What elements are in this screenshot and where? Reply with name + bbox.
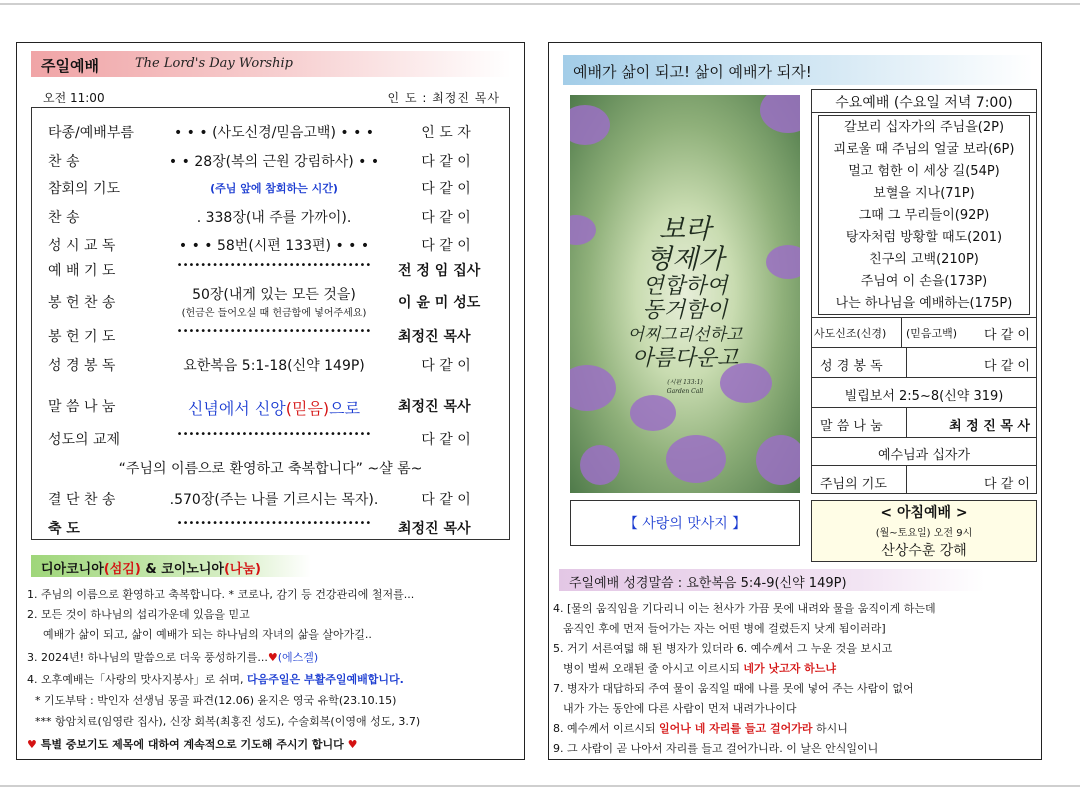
- hymn-item: 멀고 험한 이 세상 길(54P): [848, 164, 1000, 179]
- calligraphy-line: 동거함이: [642, 298, 728, 323]
- scripture-title: 주일예배 성경말씀 : 요한복음 5:4-9(신약 149P): [569, 576, 847, 591]
- order-item-leader: 인 도 자: [421, 125, 471, 141]
- hymn-item: 나는 하나님을 예배하는(175P): [835, 296, 1013, 311]
- verse-line: 4. [물의 움직임을 기다리니 이는 천사가 가끔 못에 내려와 물을 움직이게 하는데: [553, 602, 936, 615]
- hymn-list-frame: [818, 115, 1030, 315]
- order-item-name: 성 시 교 독: [48, 238, 116, 254]
- special-intercession: [27, 736, 358, 752]
- calligraphy-reference: (시편 133:1): [667, 379, 703, 386]
- bible-row: [812, 377, 1036, 407]
- hymn-item: 보혈을 지나(71P): [873, 186, 975, 201]
- order-item-name: 찬 송: [48, 210, 80, 226]
- morning-title: < 아침예배 >: [880, 505, 968, 521]
- sermon-title-part: 으로: [329, 399, 361, 418]
- order-item-content: 요한복음 5:1-18(신약 149P): [183, 358, 365, 374]
- verse-highlight: 일어나 네 자리를 들고 걸어가라: [659, 722, 813, 735]
- order-item-leader: 다 같 이: [421, 210, 471, 226]
- heart-icon: ♥: [267, 651, 278, 664]
- flower-bloom: [570, 215, 596, 245]
- announcement-1: 1. 주님의 이름으로 환영하고 축복합니다. * 코로나, 감기 등 건강관리에 철저를...: [27, 588, 415, 601]
- order-item-content: (주님 앞에 참회하는 시간): [210, 182, 338, 195]
- flower-bloom: [580, 445, 620, 485]
- verse-line: 9. 그 사람이 곧 나아서 자리를 들고 걸어가니라. 이 날은 안식일이니: [553, 742, 879, 755]
- hymn-item: 그때 그 무리들이(92P): [858, 208, 990, 223]
- order-item-name: 예 배 기 도: [48, 263, 116, 279]
- order-row: [32, 122, 509, 144]
- verse-line: [553, 720, 848, 736]
- order-item-content: • • 28장(복의 근원 강림하사) • •: [168, 154, 380, 170]
- order-item-name: 봉 헌 찬 송: [48, 295, 116, 311]
- hymn-item: 갈보리 십자가의 주님을(2P): [843, 120, 1005, 135]
- prayer-row: [812, 465, 1036, 494]
- order-item-name: 봉 헌 기 도: [48, 329, 116, 345]
- order-row: [32, 151, 509, 173]
- order-item-content: • • • (사도신경/믿음고백) • • •: [173, 125, 375, 141]
- order-item-leader: 최정진 목사: [398, 399, 471, 415]
- announcement-4-highlight: 다음주일은 부활주일예배합니다.: [247, 673, 404, 686]
- reading-leader: 다 같 이: [984, 359, 1030, 374]
- order-row: [32, 396, 509, 418]
- heart-icon: ♥: [27, 738, 41, 751]
- order-item-name: 성 경 봉 독: [48, 358, 116, 374]
- order-item-leader: 다 같 이: [421, 358, 471, 374]
- order-row: [32, 326, 509, 348]
- order-item-content: •••••••••••••••••••••••••••••••••: [176, 429, 372, 440]
- order-item-name: 찬 송: [48, 154, 80, 170]
- order-row: [32, 235, 509, 257]
- order-item-leader: 다 같 이: [421, 492, 471, 508]
- love-massage-box: [570, 500, 800, 546]
- verse-text: 병이 벌써 오래된 줄 아시고 이르시되: [563, 662, 744, 675]
- order-item-leader: 이 윤 미 성도: [398, 295, 481, 311]
- verse-text: 하시니: [812, 722, 848, 735]
- morning-worship: [811, 500, 1037, 562]
- koinonia-label: 코이노니아: [161, 562, 224, 577]
- sunday-worship-title: 주일예배: [41, 57, 99, 75]
- flower-bloom: [766, 245, 800, 279]
- announcement-4: [27, 671, 404, 687]
- wednesday-title: 수요예배 (수요일 저녁 7:00): [835, 95, 1013, 111]
- announcement-2: 2. 모든 것이 하나님의 섭리가운데 있음을 믿고: [27, 608, 250, 621]
- order-item-content: . 338장(내 주를 가까이).: [196, 210, 352, 226]
- order-item-leader: 전 정 임 집사: [398, 263, 481, 279]
- order-item-leader: 다 같 이: [421, 432, 471, 448]
- motto-title: 예배가 삶이 되고! 삶이 예배가 되자!: [573, 63, 812, 81]
- verse-photo: [570, 95, 800, 493]
- order-item-name: 축 도: [48, 521, 80, 537]
- hymn-item: 괴로울 때 주님의 얼굴 보라(6P): [833, 142, 1015, 157]
- love-massage-label: 【 사랑의 맛사지 】: [623, 516, 747, 532]
- prayer-label: 주님의 기도: [820, 477, 887, 492]
- order-item-leader: 최정진 목사: [398, 329, 471, 345]
- koinonia-sub: (나눔): [223, 562, 261, 577]
- wednesday-hymn-list: [812, 112, 1036, 318]
- order-item-leader: 최정진 목사: [398, 521, 471, 537]
- verse-line: [563, 660, 836, 676]
- order-item-leader: 다 같 이: [421, 181, 471, 197]
- order-item-content: •••••••••••••••••••••••••••••••••: [176, 326, 372, 337]
- order-item-name: 성도의 교제: [48, 432, 121, 448]
- sermon-title-part: (믿음): [285, 399, 330, 418]
- diakonia-label: 디아코니아: [41, 562, 104, 577]
- offering-note: (헌금은 들어오실 때 헌금함에 넣어주세요): [181, 308, 367, 319]
- verse-highlight: 네가 낫고자 하느냐: [743, 662, 837, 675]
- diakonia-sub: (섬김): [103, 562, 141, 577]
- sermon-title-part: 신념에서 신앙: [187, 399, 286, 418]
- hymn-item: 친구의 고백(210P): [869, 252, 979, 267]
- heart-icon: ♥: [343, 738, 358, 751]
- word-leader: 최 정 진 목 사: [949, 419, 1030, 434]
- order-row: [32, 207, 509, 229]
- flower-bloom: [630, 395, 676, 431]
- order-row: [32, 284, 509, 311]
- creed-row: [812, 317, 1036, 347]
- reading-label: 성 경 봉 독: [820, 359, 883, 374]
- calligraphy-line: 연합하여: [642, 274, 728, 299]
- cell-divider: [906, 466, 907, 494]
- order-item-leader: 다 같 이: [421, 238, 471, 254]
- order-item-name: 타종/예배부름: [48, 125, 134, 141]
- order-item-content: • • • 58번(시편 133편) • • •: [178, 238, 370, 254]
- service-leader: 인 도 : 최정진 목사: [387, 91, 500, 105]
- calligraphy-line: 어찌그리선하고: [627, 325, 743, 345]
- wednesday-worship: [811, 89, 1037, 494]
- wednesday-bible: 빌립보서 2:5~8(신약 319): [844, 389, 1004, 404]
- verse-text: 8. 예수께서 이르시되: [553, 722, 659, 735]
- wednesday-theme: 예수님과 십자가: [877, 448, 971, 463]
- order-item-name: 결 단 찬 송: [48, 492, 116, 508]
- flower-bloom: [666, 435, 726, 483]
- diakonia-koinonia-title: [41, 558, 261, 577]
- morning-time: (월~토요일) 오전 9시: [875, 528, 973, 539]
- right-page: [548, 42, 1042, 760]
- motto-header: [563, 55, 1033, 85]
- creed-content: (믿음고백): [906, 327, 958, 340]
- sermon-title: [154, 396, 394, 419]
- verse-line: 움직인 후에 먼저 들어가는 자는 어떤 병에 걸렸든지 낫게 됨이러라]: [563, 622, 886, 635]
- word-label: 말 씀 나 눔: [820, 419, 883, 434]
- announcement-4-text: 4. 오후예배는「사랑의 맛사지봉사」로 쉬며,: [27, 673, 247, 686]
- morning-topic: 산상수훈 강해: [881, 543, 967, 559]
- order-item-name: 참회의 기도: [48, 181, 121, 197]
- verse-line: 내가 가는 동안에 다른 사람이 먼저 내려가나이다: [563, 702, 797, 715]
- hymn-item: 주님여 이 손을(173P): [860, 274, 988, 289]
- flower-bloom: [756, 435, 800, 485]
- top-divider: [0, 3, 1080, 5]
- ampersand: &: [140, 562, 162, 577]
- order-item-leader: 다 같 이: [421, 154, 471, 170]
- order-of-worship: [31, 107, 510, 540]
- flower-bloom: [760, 95, 800, 133]
- sunday-worship-english-title: The Lord's Day Worship: [135, 56, 293, 71]
- calligraphy-line: 아름다운고: [631, 346, 739, 371]
- calligraphy-verse: [600, 215, 770, 395]
- announcement-3-text: 3. 2024년! 하나님의 말씀으로 더욱 풍성하기를...: [27, 651, 268, 664]
- announcement-3: [27, 649, 318, 665]
- order-item-content: •••••••••••••••••••••••••••••••••: [176, 518, 372, 529]
- order-item-name: 말 씀 나 눔: [48, 399, 116, 415]
- greeting-text: “주님의 이름으로 환영하고 축복합니다” ~샬 롬~: [118, 461, 423, 477]
- prayer-request: * 기도부탁 : 박인자 선생님 몽골 파견(12.06) 윤지은 영국 유학(23.10.15): [35, 694, 397, 707]
- theme-row: [812, 437, 1036, 465]
- diakonia-koinonia-header: [31, 555, 311, 577]
- greeting: [32, 458, 509, 480]
- cell-divider: [901, 318, 902, 347]
- prayer-leader: 다 같 이: [984, 477, 1030, 492]
- order-row: [32, 178, 509, 200]
- announcement-3-ref: (에스겔): [277, 651, 319, 664]
- announcement-2-cont: 예배가 삶이 되고, 삶이 예배가 되는 하나님의 자녀의 삶을 살아가길..: [43, 628, 372, 641]
- order-row: [32, 429, 509, 451]
- order-item-content: •••••••••••••••••••••••••••••••••: [176, 260, 372, 271]
- calligraphy-line: 보라: [658, 214, 712, 245]
- sunday-worship-header: [31, 51, 511, 77]
- creed-leader: 다 같 이: [984, 328, 1030, 343]
- verse-line: 5. 거기 서른여덟 해 된 병자가 있더라 6. 예수께서 그 누운 것을 보시고: [553, 642, 893, 655]
- cell-divider: [906, 408, 907, 437]
- special-intercession-text: 특별 중보기도 제목에 대하여 계속적으로 기도해 주시기 합니다: [40, 738, 344, 751]
- left-page: [16, 42, 525, 760]
- verse-line: 7. 병자가 대답하되 주여 물이 움직일 때에 나를 못에 넣어 주는 사람이 없어: [553, 682, 914, 695]
- order-row: [32, 355, 509, 377]
- order-row: [32, 489, 509, 511]
- order-row: [32, 518, 509, 540]
- order-item-content: .570장(주는 나를 기르시는 목자).: [169, 492, 379, 508]
- creed-label: 사도신조(신경): [814, 327, 887, 340]
- service-time: 오전 11:00: [43, 91, 105, 105]
- order-item-content: 50장(내게 있는 모든 것을): [192, 287, 356, 303]
- calligraphy-line: 형제가: [645, 244, 725, 275]
- bottom-divider: [0, 785, 1080, 787]
- reading-row: [812, 347, 1036, 377]
- word-row: [812, 407, 1036, 437]
- cell-divider: [906, 348, 907, 377]
- flower-bloom: [570, 105, 610, 145]
- order-row: [32, 260, 509, 282]
- calligraphy-credit: Garden Call: [666, 388, 704, 395]
- healing-prayer: *** 항암치료(임영란 집사), 신장 회복(최홍진 성도), 수술회복(이영애 성도, 3.7): [35, 715, 421, 728]
- scripture-header: [559, 569, 985, 591]
- hymn-item: 탕자처럼 방황할 때도(201): [845, 230, 1003, 245]
